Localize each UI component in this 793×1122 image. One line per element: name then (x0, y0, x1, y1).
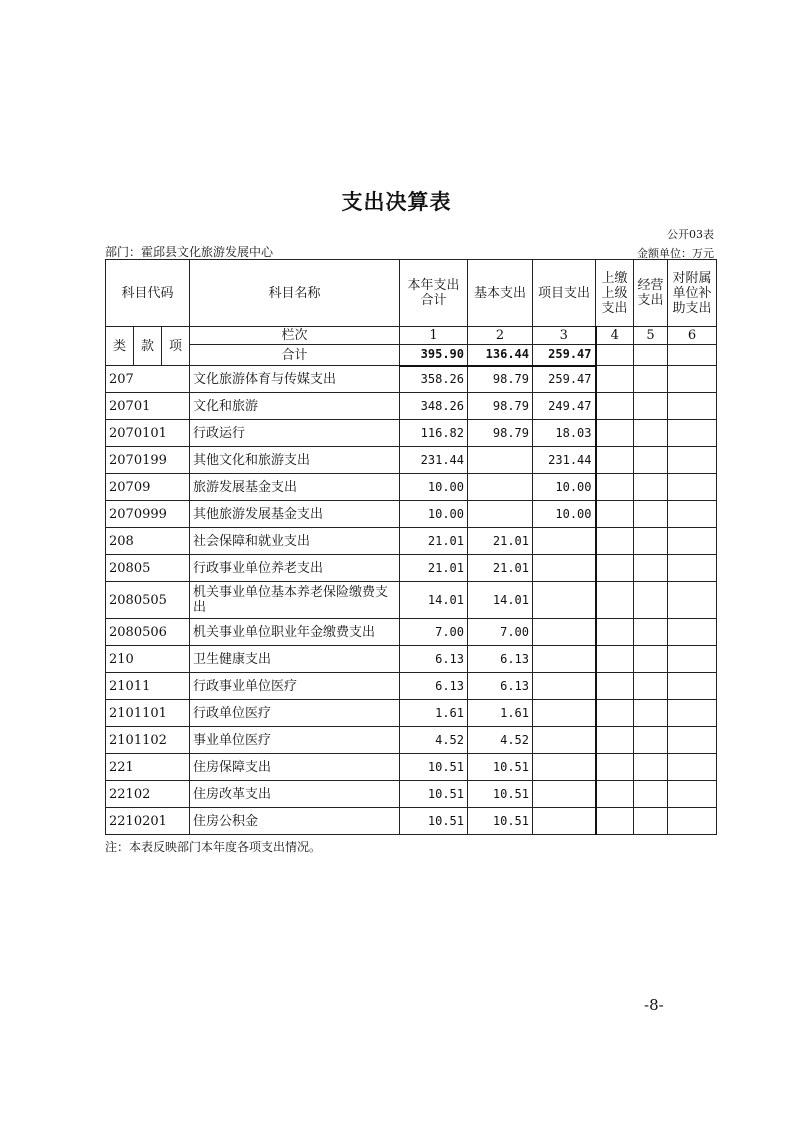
row-business (634, 447, 668, 474)
row-project (533, 582, 596, 619)
header-name: 科目名称 (190, 260, 400, 327)
header-total-text: 本年支出合计 (407, 278, 460, 308)
header-project: 项目支出 (533, 260, 596, 327)
col-number-2: 2 (468, 327, 533, 345)
col-number-3: 3 (533, 327, 596, 345)
row-upper (596, 582, 634, 619)
header-business (634, 260, 668, 327)
table-row (106, 700, 717, 727)
row-project (533, 700, 596, 727)
row-total: 10.00 (400, 501, 468, 528)
column-number-row (106, 327, 717, 345)
row-name: 其他文化和旅游支出 (190, 447, 400, 474)
row-project (533, 673, 596, 700)
header-subsidy (668, 260, 717, 327)
row-business (634, 420, 668, 447)
row-total: 1.61 (400, 700, 468, 727)
row-basic: 98.79 (468, 393, 533, 420)
row-code: 2101102 (106, 727, 190, 754)
row-upper (596, 700, 634, 727)
table-row (106, 447, 717, 474)
table-row (106, 582, 717, 619)
sum-basic: 136.44 (468, 345, 533, 366)
header-xiang: 项 (162, 327, 190, 366)
row-business (634, 700, 668, 727)
row-basic: 1.61 (468, 700, 533, 727)
row-code: 2070199 (106, 447, 190, 474)
row-subsidy (668, 727, 717, 754)
table-row (106, 754, 717, 781)
row-code: 21011 (106, 673, 190, 700)
table-row (106, 528, 717, 555)
row-code: 207 (106, 366, 190, 393)
row-code: 2101101 (106, 700, 190, 727)
table-row (106, 781, 717, 808)
row-basic: 6.13 (468, 673, 533, 700)
row-upper (596, 393, 634, 420)
row-basic: 14.01 (468, 582, 533, 619)
row-total: 10.51 (400, 754, 468, 781)
row-subsidy (668, 555, 717, 582)
col-number-6: 6 (668, 327, 717, 345)
row-business (634, 727, 668, 754)
row-project: 231.44 (533, 447, 596, 474)
row-code: 22102 (106, 781, 190, 808)
row-total: 14.01 (400, 582, 468, 619)
table-row (106, 366, 717, 393)
table-row (106, 555, 717, 582)
row-project: 249.47 (533, 393, 596, 420)
row-upper (596, 727, 634, 754)
row-name: 文化和旅游 (190, 393, 400, 420)
row-upper (596, 474, 634, 501)
header-subsidy-text: 对附属单位补助支出 (672, 270, 712, 316)
row-upper (596, 646, 634, 673)
row-basic: 7.00 (468, 619, 533, 646)
header-upper (596, 260, 634, 327)
row-subsidy (668, 366, 717, 393)
row-code: 20709 (106, 474, 190, 501)
table-row (106, 393, 717, 420)
table-row (106, 646, 717, 673)
row-subsidy (668, 393, 717, 420)
sum-subsidy (668, 345, 717, 366)
page-title: 支出决算表 (341, 190, 452, 214)
form-number: 公开03表 (667, 228, 714, 241)
row-code: 20701 (106, 393, 190, 420)
row-name: 旅游发展基金支出 (190, 474, 400, 501)
row-project: 10.00 (533, 474, 596, 501)
sum-business (634, 345, 668, 366)
row-basic (468, 447, 533, 474)
row-business (634, 673, 668, 700)
sum-total: 395.90 (400, 345, 468, 366)
row-total: 231.44 (400, 447, 468, 474)
row-upper (596, 501, 634, 528)
row-basic: 10.51 (468, 754, 533, 781)
row-total: 10.51 (400, 808, 468, 835)
header-kuan: 款 (134, 327, 162, 366)
row-name: 住房保障支出 (190, 754, 400, 781)
row-project: 10.00 (533, 501, 596, 528)
row-upper (596, 673, 634, 700)
row-project (533, 727, 596, 754)
table-row (106, 808, 717, 835)
row-business (634, 781, 668, 808)
row-business (634, 393, 668, 420)
table-row (106, 673, 717, 700)
row-code: 20805 (106, 555, 190, 582)
row-name: 社会保障和就业支出 (190, 528, 400, 555)
row-business (634, 474, 668, 501)
row-code: 210 (106, 646, 190, 673)
row-project (533, 754, 596, 781)
row-business (634, 501, 668, 528)
row-upper (596, 420, 634, 447)
row-subsidy (668, 582, 717, 619)
header-lei: 类 (106, 327, 134, 366)
table-row (106, 474, 717, 501)
row-name: 行政事业单位医疗 (190, 673, 400, 700)
row-code: 2080505 (106, 582, 190, 619)
row-basic (468, 501, 533, 528)
row-total: 6.13 (400, 646, 468, 673)
row-subsidy (668, 501, 717, 528)
row-upper (596, 366, 634, 393)
row-business (634, 366, 668, 393)
row-total: 4.52 (400, 727, 468, 754)
row-name: 行政单位医疗 (190, 700, 400, 727)
header-lanci: 栏次 (190, 327, 400, 345)
row-total: 116.82 (400, 420, 468, 447)
row-subsidy (668, 474, 717, 501)
row-name: 卫生健康支出 (190, 646, 400, 673)
row-name: 行政事业单位养老支出 (190, 555, 400, 582)
row-total: 21.01 (400, 555, 468, 582)
row-code: 2070101 (106, 420, 190, 447)
sum-row (106, 345, 717, 366)
row-code: 2210201 (106, 808, 190, 835)
header-business-text: 经营支出 (637, 278, 664, 308)
row-upper (596, 619, 634, 646)
row-basic: 10.51 (468, 781, 533, 808)
row-basic: 98.79 (468, 420, 533, 447)
row-code: 208 (106, 528, 190, 555)
table-row (106, 727, 717, 754)
expenditure-table (105, 259, 717, 835)
row-basic: 4.52 (468, 727, 533, 754)
header-total (400, 260, 468, 327)
row-name: 机关事业单位职业年金缴费支出 (190, 619, 400, 646)
row-subsidy (668, 781, 717, 808)
department-label: 部门：霍邱县文化旅游发展中心 (105, 245, 274, 259)
row-name: 文化旅游体育与传媒支出 (190, 366, 400, 393)
header-code: 科目代码 (106, 260, 190, 327)
row-business (634, 646, 668, 673)
page-number: -8- (644, 996, 664, 1014)
header-upper-text: 上缴上级支出 (601, 270, 628, 316)
row-upper (596, 555, 634, 582)
sum-label: 合计 (190, 345, 400, 366)
row-project: 259.47 (533, 366, 596, 393)
row-name: 机关事业单位基本养老保险缴费支出 (190, 582, 400, 619)
row-project: 18.03 (533, 420, 596, 447)
row-total: 10.00 (400, 474, 468, 501)
row-subsidy (668, 420, 717, 447)
row-project (533, 646, 596, 673)
row-upper (596, 781, 634, 808)
row-basic: 6.13 (468, 646, 533, 673)
row-total: 6.13 (400, 673, 468, 700)
row-project (533, 528, 596, 555)
row-code: 2070999 (106, 501, 190, 528)
row-name: 行政运行 (190, 420, 400, 447)
table-row (106, 501, 717, 528)
row-subsidy (668, 754, 717, 781)
row-project (533, 619, 596, 646)
row-basic: 21.01 (468, 555, 533, 582)
table-row (106, 420, 717, 447)
row-subsidy (668, 700, 717, 727)
col-number-4: 4 (596, 327, 634, 345)
row-business (634, 808, 668, 835)
row-subsidy (668, 646, 717, 673)
table-note: 注：本表反映部门本年度各项支出情况。 (105, 840, 322, 854)
row-upper (596, 754, 634, 781)
row-subsidy (668, 673, 717, 700)
row-basic: 21.01 (468, 528, 533, 555)
row-name: 住房公积金 (190, 808, 400, 835)
row-upper (596, 447, 634, 474)
col-number-5: 5 (634, 327, 668, 345)
row-business (634, 582, 668, 619)
row-subsidy (668, 619, 717, 646)
table-row (106, 619, 717, 646)
row-name: 事业单位医疗 (190, 727, 400, 754)
row-code: 221 (106, 754, 190, 781)
row-subsidy (668, 808, 717, 835)
row-upper (596, 808, 634, 835)
row-basic: 98.79 (468, 366, 533, 393)
header-basic: 基本支出 (468, 260, 533, 327)
row-subsidy (668, 447, 717, 474)
row-total: 7.00 (400, 619, 468, 646)
row-total: 10.51 (400, 781, 468, 808)
row-basic: 10.51 (468, 808, 533, 835)
row-basic (468, 474, 533, 501)
row-total: 348.26 (400, 393, 468, 420)
sum-project: 259.47 (533, 345, 596, 366)
row-subsidy (668, 528, 717, 555)
col-number-1: 1 (400, 327, 468, 345)
row-project (533, 781, 596, 808)
row-upper (596, 528, 634, 555)
amount-unit-label: 金额单位：万元 (637, 247, 714, 260)
row-business (634, 754, 668, 781)
row-name: 其他旅游发展基金支出 (190, 501, 400, 528)
row-total: 21.01 (400, 528, 468, 555)
sum-upper (596, 345, 634, 366)
row-project (533, 555, 596, 582)
row-project (533, 808, 596, 835)
row-total: 358.26 (400, 366, 468, 393)
row-business (634, 619, 668, 646)
header-row (106, 260, 717, 327)
row-business (634, 555, 668, 582)
row-name: 住房改革支出 (190, 781, 400, 808)
row-business (634, 528, 668, 555)
row-code: 2080506 (106, 619, 190, 646)
